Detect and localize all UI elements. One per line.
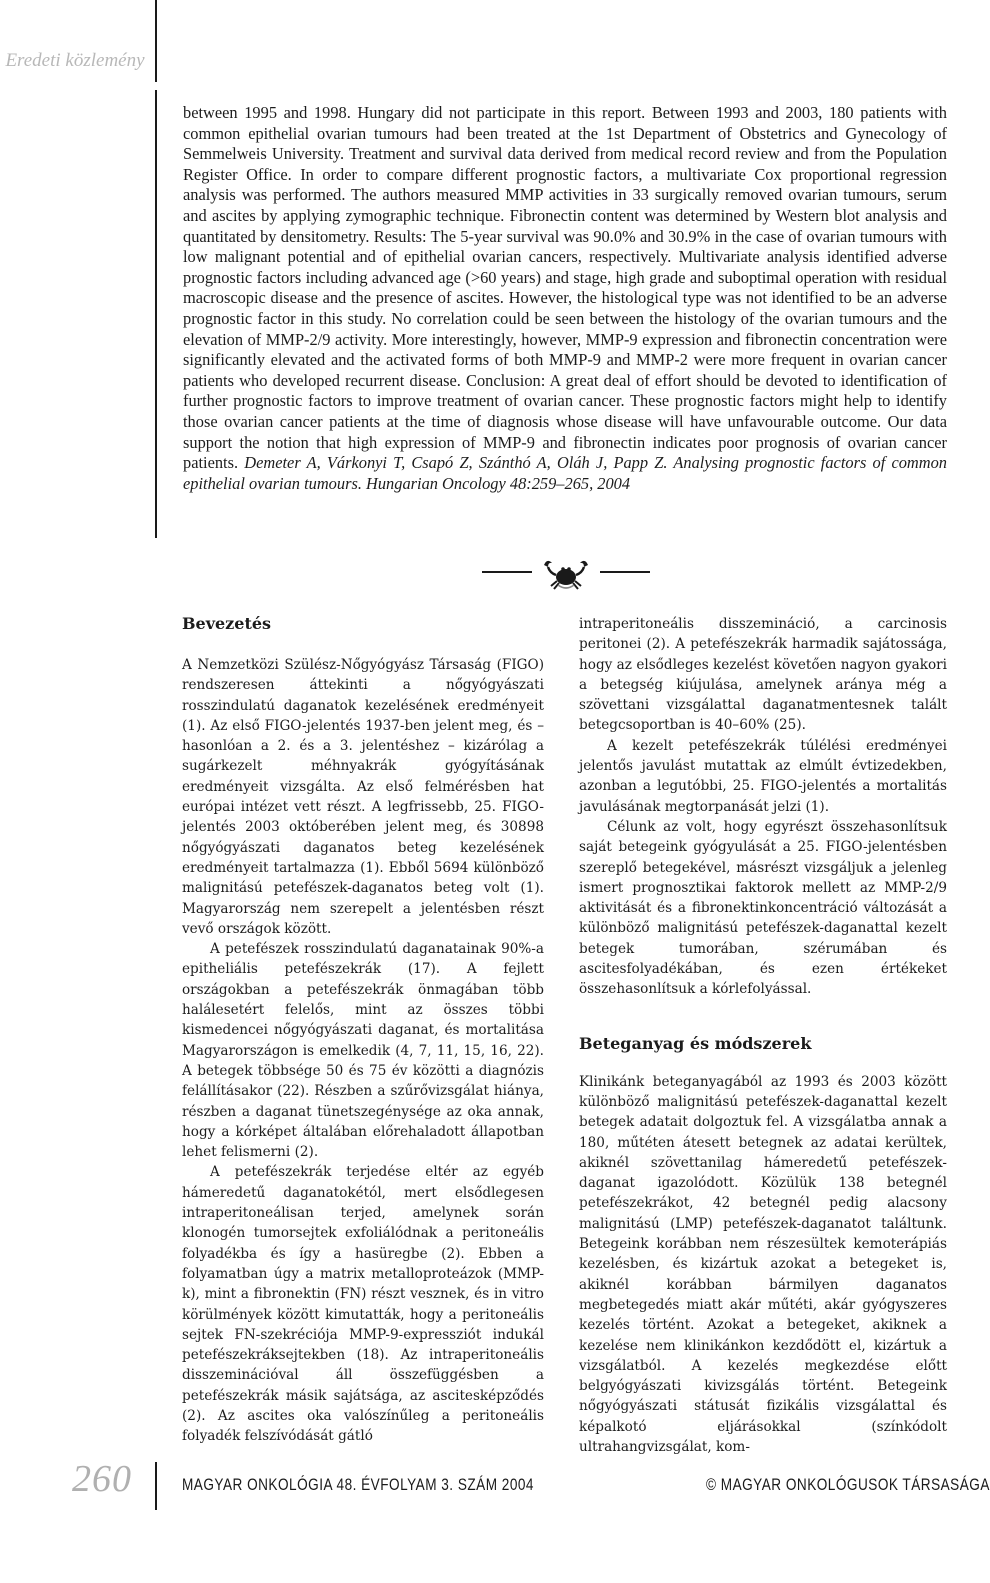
paragraph: A Nemzetközi Szülész-Nőgyógyász Társaság (FIGO) rendszeresen áttekinti a nőgyógyászati rosszindulatú daganatok kezelésének eredményeit (1). Az első FIGO-jelentés 1937-ben jelent meg, és – hasonlóan a 2. és a 3. jelentéshez – kizárólag a sugárkezelt méhnyakrák gyógyításának eredményeit vizsgálta. Az első felmérésben hat európai intézet vett részt. A legfrissebb, 25. FIGO-jelentés 2003 októberében jelent meg, és 30898 nőgyógyászati daganatos beteg kezelésének eredményeit tartalmazza (1). Ebből 5694 különböző malignitású petefészek-daganatos beteg volt (1). Magyarország nem szerepelt a jelentésben részt vevő országok között.	[182, 657, 544, 937]
heading-bevezetes: Bevezetés	[182, 614, 272, 633]
divider-rule-left	[482, 571, 532, 573]
publisher-footer: © MAGYAR ONKOLÓGUSOK TÁRSASÁGA	[706, 1475, 990, 1494]
paragraph: A petefészek rosszindulatú daganatainak 90%-a epitheliális petefészekrák (17). A fejlett országokban a petefészekrák önmagában több halálesetért felelős, mint az összes többi kismedencei nőgyógyászati daganat, és mortalitása Magyarországon is emelkedik (4, 7, 11, 15, 16, 22). A betegek többsége 50 és 75 év közötti a diagnózis felállításakor (22). Részben a szűrővizsgálat hiánya, részben a daganat tünetszegénysége az oka annak, hogy a kórképet általában előrehaladott állapotban lehet felismerni (2).	[182, 941, 544, 1161]
section-divider	[482, 553, 650, 593]
footer-vertical-rule	[155, 1462, 157, 1510]
heading-beteganyag: Beteganyag és módszerek	[579, 1033, 812, 1053]
top-vertical-rule	[155, 0, 157, 82]
paragraph: A petefészekrák terjedése eltér az egyéb hámeredetű daganatokétól, mert elsődlegesen intraperitoneálisan terjed, amelynek során klonogén tumorsejtek exfoliálódnak a peritoneális folyadékba és így a hasüregbe (2). Ebben a folyamatban úgy a matrix metalloproteázok (MMP-k), mint a fibronektin (FN) részt vesznek, és in vitro körülmények között kimutatták, hogy a peritoneális sejtek FN-szekréciója MMP-9-expressziót indukál petefészekráksejtekben (18). Az intraperitoneális disszeminációval áll összefüggésben a petefészekrák másik sajátsága, az ascitesképződés (2). Az ascites oka valószínűleg a peritoneális folyadék felszívódását gátló	[182, 1164, 544, 1445]
paragraph: Klinikánk beteganyagából az 1993 és 2003 között különböző malignitású petefészek-daganattal kezelt betegek adatait dolgoztuk fel. A vizsgálatba annak a 180, műtéten átesett betegnek az adatai kerültek, akiknél szövettanilag hámeredetű petefészek-daganat igazolódott. Közülük 138 betegnél petefészekrákot, 42 betegnél pedig alacsony malignitású (LMP) petefészek-daganatot találtunk. Betegeink korábban nem részesültek kemoterápiás kezelésben, és kizártuk azokat a betegeket is, akiknél korábban bármilyen daganatos megbetegedés miatt akár műtéti, akár gyógyszeres kezelés történt. Azokat a betegeket, akiknek a kezelése nem klinikánkon kezdődött el, kizártuk a vizsgálatból. A kezelés megkezdése előtt belgyógyászati kivizsgálás történt. Betegeink nőgyógyászati státusát fizikális vizsgálattal és képalkotó eljárásokkal (színkódolt ultrahangvizsgálat, kom-	[579, 1073, 947, 1455]
abstract-body: between 1995 and 1998. Hungary did not participate in this report. Between 1993 and 2003, 180 patients with common epithelial ovarian tumours had been treated at the 1st Department of Obstetrics and Gynecology of Semmelweis University. Treatment and survival data derived from medical record review and from the Population Register Office. In order to compare different prognostic factors, a multivariate Cox proportional regression analysis was performed. The authors measured MMP activities in 33 surgically removed ovarian tumours, serum and ascites by applying zymographic technique. Fibronectin content was determined by Western blot analysis and quantitated by densitometry. Results: The 5-year survival was 90.0% and 30.9% in the case of ovarian tumours with low malignant potential and of epithelial ovarian cancers, respectively. Multivariate analysis identified adverse prognostic factors including advanced age (>60 years) and stage, high grade and suboptimal operation with residual macroscopic disease and the presence of ascites. However, the histological type was not identified to be an adverse prognostic factor in this study. No correlation could be seen between the histology of the ovarian tumours and the elevation of MMP-2/9 activity. More interestingly, however, MMP-9 expression and fibronectin concentration were significantly elevated and the activated forms of both MMP-9 and MMP-2 were more frequent in ovarian cancer patients who developed recurrent disease. Conclusion: A great deal of effort should be devoted to identification of further prognostic factors to improve treatment of ovarian cancer. These prognostic factors might help to identify those ovarian cancer patients at the time of diagnosis whose disease will have unfavourable outcome. Our data support the notion that high expression of MMP-9 and fibronectin indicates poor prognosis of ovarian cancer patients.	[183, 103, 947, 473]
crab-logo-icon	[541, 553, 591, 593]
divider-rule-right	[600, 571, 650, 573]
paragraph: intraperitoneális disszemináció, a carcinosis peritonei (2). A petefészekrák harmadik sajátossága, hogy az elsődleges kezelést követően nagyon gyakori a betegség kiújulása, amelynek aránya még a szövettani vizsgálattal daganatmentesnek talált betegcsoportban is 40–60% (25).	[579, 616, 947, 734]
paragraph: Célunk az volt, hogy egyrészt összehasonlítsuk saját betegeink gyógyulását a 25. FIGO-jelentésben szereplő betegekével, másrészt vizsgáljuk a jelenleg ismert prognosztikai faktorok mellett az MMP-2/9 aktivitását és a fibronektinkoncentráció változását a különböző malignitású petefészek-daganattal kezelt betegek tumorában, szérumában és ascitesfolyadékában, és ezen értékeket összehasonlítsuk a kórlefolyással.	[579, 818, 947, 998]
page-number: 260	[72, 1458, 132, 1500]
right-column	[579, 614, 947, 1457]
abstract-vertical-rule	[155, 90, 157, 538]
abstract-citation: Demeter A, Várkonyi T, Csapó Z, Szánthó A, Oláh J, Papp Z. Analysing prognostic factors of common epithelial ovarian tumours. Hungarian Oncology 48:259–265, 2004	[183, 453, 947, 493]
journal-footer: MAGYAR ONKOLÓGIA 48. ÉVFOLYAM 3. SZÁM 2004	[182, 1475, 534, 1494]
english-abstract	[183, 103, 947, 494]
paragraph: A kezelt petefészekrák túlélési eredményei jelentős javulást mutattak az elmúlt évtizedekben, azonban a legutóbbi, 25. FIGO-jelentés a mortalitás javulásának megtorpanását jelzi (1).	[579, 737, 947, 815]
section-label: Eredeti közlemény	[5, 50, 145, 71]
left-column	[182, 614, 544, 1447]
